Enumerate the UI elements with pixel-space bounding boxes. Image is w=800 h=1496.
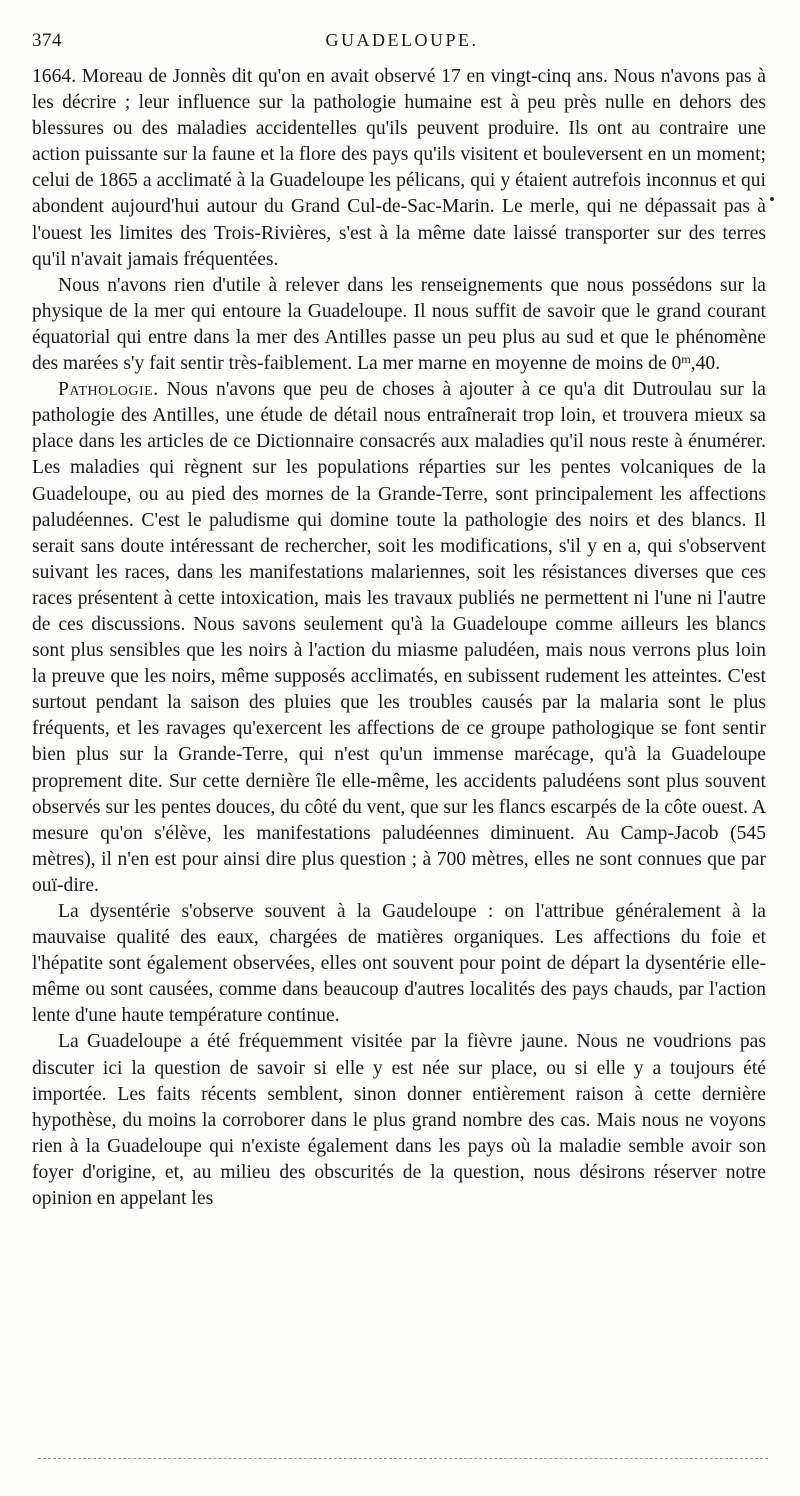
body-text [32,64,766,1212]
section-heading-pathologie: Pathologie. [58,379,159,401]
paragraph-sea-physics [32,273,766,377]
paragraph-sea-physics-text: Nous n'avons rien d'utile à relever dans les renseignements que nous possédons sur la physique de la mer qui entoure la Guadeloupe. Il nous suffit de savoir que le grand courant équatorial qui entre dans la mer des Antilles passe un peu plus au sud et que le phénomène des marées s'y fait sentir très-faiblement. La mer marne en moyenne de moins de 0 [32,274,766,375]
paragraph-cyclones: 1664. Moreau de Jonnès dit qu'on en avait observé 17 en vingt-cinq ans. Nous n'avons pas à les décrire ; leur influence sur la pathologie humaine est à peu près nulle en dehors des blessures ou des maladies accidentelles qu'ils peuvent produire. Ils ont au contraire une action puissante sur la faune et la flore des pays qu'ils visitent et bouleversent en un moment; celui de 1865 a acclimaté à la Guadeloupe les pélicans, qui y étaient autrefois inconnus et qui abondent aujourd'hui autour du Grand Cul-de-Sac-Marin. Le merle, qui ne dépassait pas à l'ouest les limites des Trois-Rivières, s'est à la même date laissé transporter sur des terres qu'il n'avait jamais fréquentées. [32,66,766,270]
paragraph-yellow-fever: La Guadeloupe a été fréquemment visitée par la fièvre jaune. Nous ne voudrions pas discuter ici la question de savoir si elle y est née sur place, ou si elle y a toujours été importée. Les faits récents semblent, sinon donner entièrement raison à cette dernière hypothèse, du moins la corroborer dans le plus grand nombre des cas. Mais nous ne voyons rien à la Guadeloupe qui n'existe également dans les pays où la maladie semble avoir son foyer d'origine, et, au milieu des obscurités de la question, nous désirons réserver notre opinion en appelant les [32,1031,766,1210]
footer-dotted-rule [38,1458,768,1459]
paragraph-pathology [32,377,766,899]
paragraph-dysentery: La dysentérie s'observe souvent à la Gaudeloupe : on l'attribue généralement à la mauvaise qualité des eaux, chargées de matières organiques. Les affections du foie et l'hépatite sont également observées, elles ont souvent pour point de départ la dysentérie elle-même ou sont causées, comme dans beaucoup d'autres localités des pays chauds, par l'action lente d'une haute température continue. [32,901,766,1027]
running-head [32,30,772,58]
print-speck [770,197,774,201]
paragraph-sea-physics-end: ,40. [690,353,721,375]
unit-superscript: m [681,352,691,367]
paragraph-pathology-text: Nous n'avons que peu de choses à ajouter à ce qu'a dit Dutroulau sur la pathologie des Antilles, une étude de détail nous entraînerait trop loin, et trouvera mieux sa place dans les articles de ce Dictionnaire consacrés aux maladies qu'il nous reste à énumérer. Les maladies qui règnent sur les populations réparties sur les pentes volcaniques de la Guadeloupe, ou au pied des mornes de la Grande-Terre, sont principalement les affections paludéennes. C'est le paludisme qui domine toute la pathologie des noirs et des blancs. Il serait sans doute intéressant de rechercher, soit les modifications, s'il y en a, qui s'observent suivant les races, dans les manifestations malariennes, soit les résistances diverses que ces races présentent à cette intoxication, mais les travaux publiés ne permettent ni l'une ni l'autre de ces discussions. Nous savons seulement qu'à la Guadeloupe comme ailleurs les blancs sont plus sensibles que les noirs à l'action du miasme paludéen, mais nous verrons plus loin la preuve que les noirs, même supposés acclimatés, en subissent rudement les atteintes. C'est surtout pendant la saison des pluies que les troubles causés par la malaria sont le plus fréquents, et les ravages qu'exercent les affections de ce groupe pathologique se font sentir bien plus sur la Grande-Terre, qui n'est qu'un immense marécage, qu'à la Guadeloupe proprement dite. Sur cette dernière île elle-même, les accidents paludéens sont plus souvent observés sur les pentes douces, du côté du vent, que sur les flancs escarpés de la côte ouest. A mesure qu'on s'élève, les manifestations paludéennes diminuent. Au Camp-Jacob (545 mètres), il n'en est pour ainsi dire plus question ; à 700 mètres, elles ne sont connues que par ouï-dire. [32,379,766,896]
page-number: 374 [32,30,62,51]
running-title: GUADELOUPE. [325,30,479,50]
